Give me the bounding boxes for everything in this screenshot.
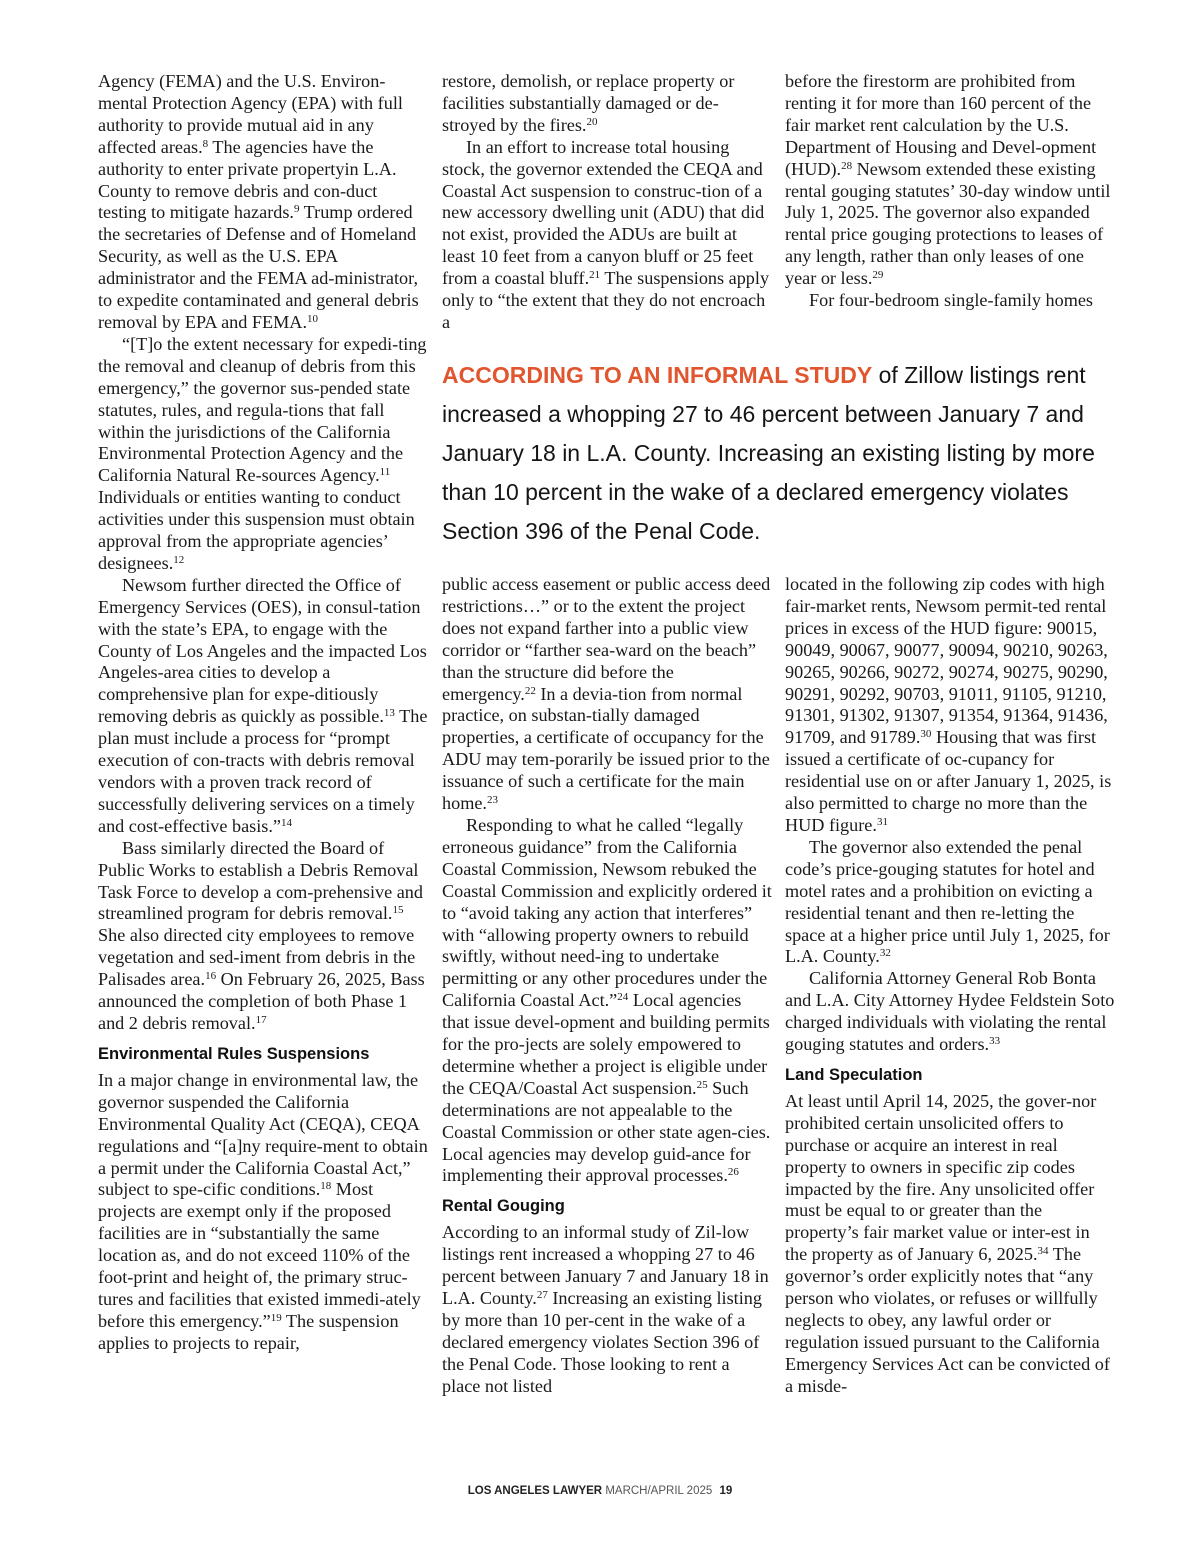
publication-name: LOS ANGELES LAWYER xyxy=(467,1485,603,1497)
footnote-ref: 14 xyxy=(280,816,292,829)
footnote-ref: 30 xyxy=(920,728,932,741)
footnote-ref: 29 xyxy=(872,269,884,282)
footnote-ref: 25 xyxy=(696,1078,708,1091)
footnote-ref: 34 xyxy=(1037,1245,1049,1258)
paragraph: before the firestorm are prohibited from renting it for more than 160 percent of the fair market rent calculation by the U.S. Department of Housing and Devel-opment (HUD).$^{28}$ Newsom extended these existing rental gouging statutes’ 30-day window until July 1, 2025. The governor also expanded rental price gouging protections to leases of any length, rather than only leases of one year or less.$^{29}$ xyxy=(785,71,1111,289)
column-2-bottom xyxy=(442,574,772,1398)
column-2-top xyxy=(442,71,772,334)
footnote-ref: 20 xyxy=(586,115,598,128)
footnote-ref: 24 xyxy=(617,991,629,1004)
paragraph: Agency (FEMA) and the U.S. Environ-mental Protection Agency (EPA) with full authority to provide mutual aid in any affected areas.$^8$ The agencies have the authority to enter private propertyin L.A. County to remove debris and con-duct testing to mitigate hazards.$^9$ Trump ordered the secretaries of Defense and of Homeland Security, as well as the U.S. EPA administrator and the FEMA ad-ministrator, to expedite contaminated and general debris removal by EPA and FEMA.$^{10}$ xyxy=(98,71,419,332)
footnote-ref: 16 xyxy=(205,970,217,983)
footnote-ref: 19 xyxy=(270,1311,282,1324)
paragraph: public access easement or public access deed restrictions…” or to the extent the project does not expand farther into a public view corridor or “farther sea-ward on the beach” than the structure did before the emergency.$^{22}$ In a devia-tion from normal practice, on substan-tially damaged properties, a certificate of occupancy for the ADU may tem-porarily be issued prior to the issuance of such a certificate for the main home.$^{23}$ xyxy=(442,574,771,814)
column-1 xyxy=(98,71,428,1355)
column-3-top xyxy=(785,71,1115,312)
section-heading: Land Speculation xyxy=(785,1065,923,1084)
paragraph: Bass similarly directed the Board of Public Works to establish a Debris Removal Task Force to develop a com-prehensive and streamlined program for debris removal.$^{15}$ She also directed city employees to remove vegetation and sed-iment from debris in the Palisades area.$^{16}$ On February 26, 2025, Bass announced the completion of both Phase 1 and 2 debris removal.$^{17}$ xyxy=(98,837,425,1033)
pull-quote xyxy=(442,356,1132,551)
footnote-ref: 31 xyxy=(876,815,888,828)
page-footer xyxy=(0,1485,1200,1497)
footnote-ref: 12 xyxy=(173,553,185,566)
footnote-ref: 18 xyxy=(320,1180,332,1193)
footnote-ref: 22 xyxy=(524,684,536,697)
paragraph: In a major change in environmental law, the governor suspended the California Environmental Quality Act (CEQA), CEQA regulations and “[a]ny require-ment to obtain a permit under the California Coastal Act,” subject to spe-cific conditions.$^{18}$ Most projects are exempt only if the proposed facilities are in “substantially the same location as, and do not exceed 110% of the foot-print and height of, the primary struc-tures and facilities that existed immedi-ately before this emergency.”$^{19}$ The suspension applies to projects to repair, xyxy=(98,1069,428,1353)
column-3-bottom xyxy=(785,574,1115,1398)
footnote-ref: 11 xyxy=(379,466,391,479)
footnote-ref: 17 xyxy=(255,1013,267,1026)
paragraph: located in the following zip codes with high fair-market rents, Newsom permit-ted rental prices in excess of the HUD figure: 90015, 90049, 90067, 90077, 90094, 90210, 90263, 90265, 90266, 90272, 90274, 90275, 90290, 90291, 90292, 90703, 91011, 91105, 91210, 91301, 91302, 91307, 91354, 91364, 91436, 91709, and 91789.30 Housing that was first issued a certificate of oc-cupancy for residential use on or after January 1, 2025, is also permitted to charge no more than the HUD figure.$^{31}$ xyxy=(785,574,1112,835)
section-heading: Rental Gouging xyxy=(442,1197,565,1216)
footnote-ref: 32 xyxy=(879,947,891,960)
paragraph: According to an informal study of Zil-low listings rent increased a whopping 27 to 46 percent between January 7 and January 18 in L.A. County.$^{27}$ Increasing an existing listing by more than 10 per-cent in the wake of a declared emergency violates Section 396 of the Penal Code. Those looking to rent a place not listed xyxy=(442,1222,769,1396)
footnote-ref: 26 xyxy=(727,1166,739,1179)
footnote-ref: 13 xyxy=(383,707,395,720)
footnote-ref: 21 xyxy=(589,269,601,282)
paragraph: For four-bedroom single-family homes xyxy=(809,290,1094,311)
footnote-ref: 33 xyxy=(989,1035,1001,1048)
footnote-ref: 8 xyxy=(202,137,209,150)
section-heading: Environmental Rules Suspensions xyxy=(98,1044,370,1063)
paragraph: California Attorney General Rob Bonta and L.A. City Attorney Hydee Feldstein Soto charged individuals with violating the rental gouging statutes and orders.$^{33}$ xyxy=(785,968,1115,1055)
paragraph: “[T]o the extent necessary for expedi-ting the removal and cleanup of debris from this emergency,” the governor sus-pended state statutes, rules, and regula-tions that fall within the jurisdictions of the California Environmental Protection Agency and the California Natural Re-sources Agency.$^{11}$ Individuals or entities wanting to conduct activities under this suspension must obtain approval from the appropriate agencies’ designees.$^{12}$ xyxy=(98,333,427,573)
paragraph: The governor also extended the penal code’s price-gouging statutes for hotel and motel rates and a prohibition on evicting a residential tenant and then re-letting the space at a higher price until July 1, 2025, for L.A. County.$^{32}$ xyxy=(785,836,1110,967)
issue-date: MARCH/APRIL 2025 xyxy=(605,1485,713,1497)
footnote-ref: 27 xyxy=(536,1289,548,1302)
pull-quote-body: of Zillow listings rent increased a whopping 27 to 46 percent between January 7 and January 18 in L.A. County. Increasing an existing listing by more than 10 percent in the wake of a declared emergency violates Section 396 of the Penal Code. xyxy=(442,362,1095,544)
footnote-ref: 28 xyxy=(841,159,853,172)
paragraph: In an effort to increase total housing stock, the governor extended the CEQA and Coastal Act suspension to construc-tion of a new accessory dwelling unit (ADU) that did not exist, provided the ADUs are built at least 10 feet from a canyon bluff or 25 feet from a coastal bluff.$^{21}$ The suspensions apply only to “the extent that they do not encroach a xyxy=(442,136,770,332)
paragraph: Newsom further directed the Office of Emergency Services (OES), in consul-tation with the state’s EPA, to engage with the County of Los Angeles and the impacted Los Angeles-area cities to develop a comprehensive plan for expe-ditiously removing debris as quickly as possible.$^{13}$ The plan must include a process for “prompt execution of con-tracts with debris removal vendors with a proven track record of successfully delivering services on a timely and cost-effective basis.”$^{14}$ xyxy=(98,574,428,836)
paragraph: restore, demolish, or replace property or facilities substantially damaged or de-stroyed by the fires.$^{20}$ xyxy=(442,71,735,135)
footnote-ref: 9 xyxy=(293,203,300,216)
pull-quote-lead: ACCORDING TO AN INFORMAL STUDY xyxy=(442,362,873,388)
paragraph: Responding to what he called “legally erroneous guidance” from the California Coastal Commission, Newsom rebuked the Coastal Commission and explicitly ordered it to “avoid taking any action that interferes” with “allowing property owners to rebuild swiftly, without need-ing to undertake permitting or any other procedures under the California Coastal Act.”$^{24}$ Local agencies that issue devel-opment and building permits for the pro-jects are solely empowered to determine whether a project is eligible under the CEQA/Coastal Act suspension.$^{25}$ Such determinations are not appealable to the Coastal Commission or other state agen-cies. Local agencies may develop guid-ance for implementing their approval processes.$^{26}$ xyxy=(442,814,772,1186)
footnote-ref: 15 xyxy=(392,904,404,917)
paragraph: At least until April 14, 2025, the gover-nor prohibited certain unsolicited offers to purchase or acquire an interest in real property to owners in specific zip codes impacted by the fire. Any unsolicited offer must be equal to or greater than the property’s fair market value or inter-est in the property as of January 6, 2025.34 The governor’s order explicitly notes that “any person who violates, or refuses or willfully neglects to obey, any lawful order or regulation issued pursuant to the California Emergency Services Act can be convicted of a misde- xyxy=(785,1090,1110,1396)
page-number: 19 xyxy=(719,1485,733,1497)
footnote-ref: 23 xyxy=(486,794,498,807)
footnote-ref: 10 xyxy=(307,312,318,325)
